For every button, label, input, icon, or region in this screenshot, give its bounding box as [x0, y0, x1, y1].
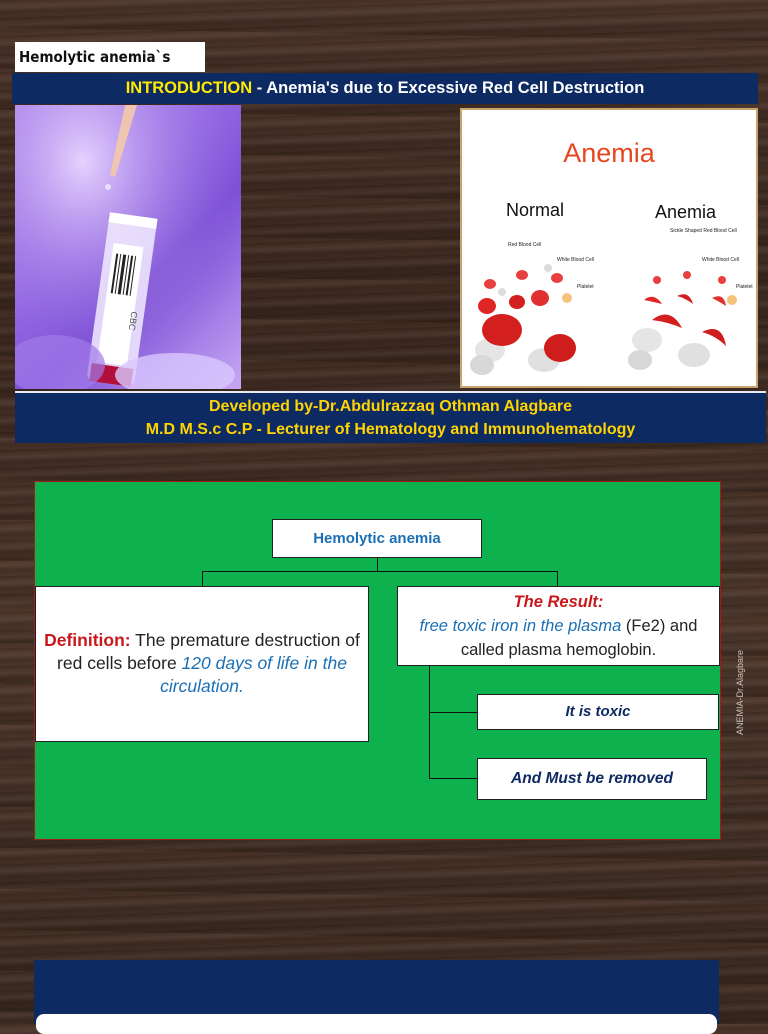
toxic-box: It is toxic: [477, 694, 719, 730]
developer-banner: [15, 391, 766, 443]
result-text: (Fe2) and called plasma hemoglobin.: [460, 617, 698, 659]
wbc-callout: White Blood Cell: [557, 257, 594, 263]
definition-label: Definition:: [44, 630, 131, 650]
connector-removed: [429, 778, 477, 779]
developer-name: Developed by-Dr.Abdulrazzaq Othman Alagbare: [208, 398, 573, 415]
intro-banner: [12, 73, 758, 104]
definition-emphasis: 120 days of life in the circulation.: [160, 653, 347, 696]
rbc-callout: Red Blood Cell: [508, 242, 542, 248]
hemolytic-anemia-box: Hemolytic anemia: [272, 519, 482, 558]
intro-subtitle: - Anemia's due to Excessive Red Cell Destruction: [252, 79, 645, 97]
connector-toxic: [429, 712, 477, 713]
connector-right: [557, 571, 558, 586]
developer-credentials: M.D M.S.c C.P - Lecturer of Hematology and Immunohematology: [145, 421, 636, 438]
platelet-callout: Platelet: [577, 284, 594, 290]
slide-title-tag: Hemolytic anemia`s: [15, 42, 205, 72]
anemia-label: Anemia: [655, 202, 717, 222]
connector-root: [377, 558, 378, 572]
intro-highlight: INTRODUCTION: [125, 79, 253, 97]
result-emphasis: free toxic iron in the plasma: [419, 617, 622, 635]
result-box: [397, 586, 720, 666]
connector-left: [202, 571, 203, 586]
anemia-figure: [460, 108, 758, 388]
anemia-figure-title: Anemia: [563, 138, 655, 168]
connector-result-trunk: [429, 666, 430, 779]
wbc-callout-2: White Blood Cell: [702, 257, 739, 263]
watermark: ANEMIA-Dr.Alagbare: [735, 649, 745, 735]
normal-cells: [470, 264, 576, 375]
definition-text: The premature destruction of red cells before: [57, 630, 360, 673]
tube-label: CBC: [126, 310, 140, 332]
blood-cells-diagram: [462, 220, 756, 390]
result-label: The Result:: [513, 593, 604, 611]
connector-horizontal: [202, 571, 558, 572]
next-slide-content-box: [36, 1014, 717, 1034]
definition-box: [35, 586, 369, 742]
sickle-cells: [628, 271, 737, 370]
normal-label: Normal: [506, 200, 565, 220]
sickle-callout: Sickle Shaped Red Blood Cell: [670, 228, 737, 234]
platelet-callout-2: Platelet: [736, 284, 753, 290]
test-tube-illustration: [15, 105, 241, 389]
test-tube-photo: [15, 105, 241, 389]
must-be-removed-box: And Must be removed: [477, 758, 707, 800]
